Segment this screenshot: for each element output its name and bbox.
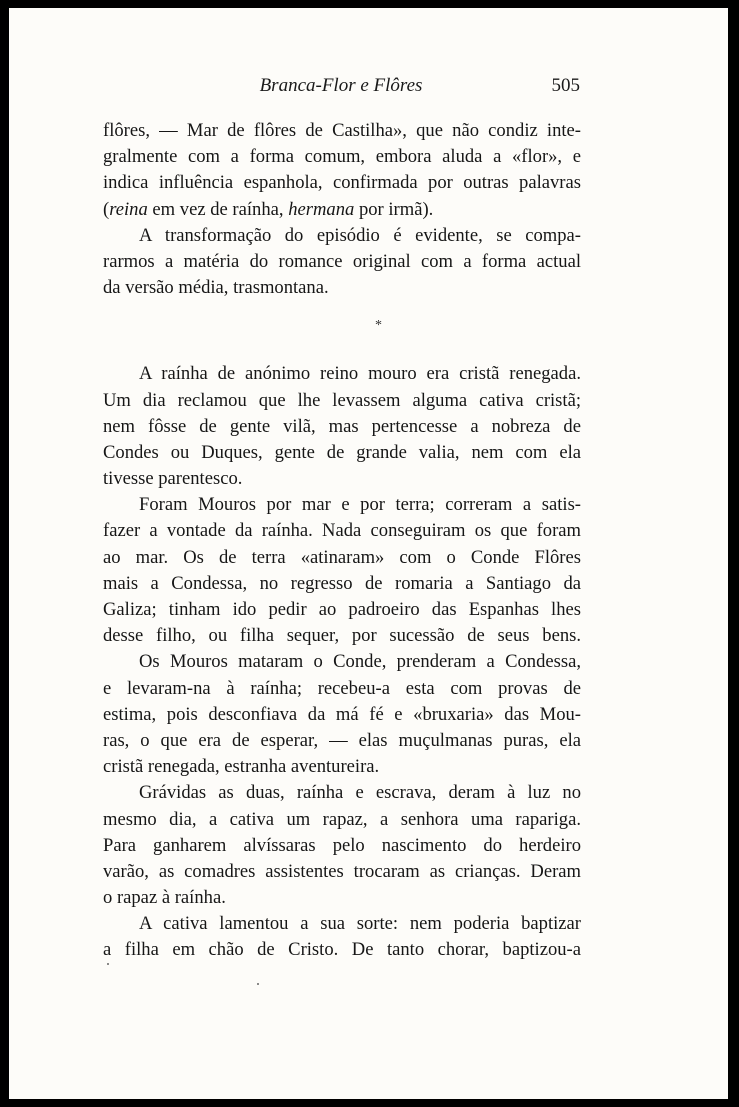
text-line: flôres, — Mar de flôres de Castilha», que não condiz inte- [103, 120, 581, 141]
text-line: mais a Condessa, no regresso de romaria a Santiago da [103, 572, 581, 594]
text-line-with-italics [103, 197, 581, 223]
text-fragment: em vez de raínha, [147, 198, 289, 220]
text-line: cristã renegada, estranha aventureira. [103, 756, 380, 778]
text-line: Um dia reclamou que lhe levassem alguma cativa cristã; [103, 389, 581, 411]
text-line: A transformação do episódio é evidente, se compa- [139, 224, 581, 246]
text-line: a filha em chão de Cristo. De tanto chorar, baptizou-a [103, 939, 581, 961]
text-line: Grávidas as duas, raínha e escrava, deram à luz no [139, 782, 581, 804]
section-separator: * [375, 318, 382, 333]
text-line: o rapaz à raínha. [103, 887, 226, 909]
text-line: ao mar. Os de terra «atinaram» com o Conde Flôres [103, 546, 581, 568]
italic-word-reina: reina [109, 198, 148, 220]
text-line: Foram Mouros por mar e por terra; correram a satis- [139, 494, 581, 516]
text-line: Para ganharem alvíssaras pelo nascimento do herdeiro [103, 834, 581, 856]
text-line: varão, as comadres assistentes trocaram as crianças. Deram [103, 860, 581, 882]
text-line: desse filho, ou filha sequer, por sucessão de seus bens. [103, 625, 581, 647]
text-line: A cativa lamentou a sua sorte: nem poderia baptizar [139, 913, 581, 935]
italic-word-hermana: hermana [288, 198, 355, 220]
text-line: estima, pois desconfiava da má fé e «bruxaria» das Mou- [103, 703, 581, 725]
text-line: da versão média, trasmontana. [103, 277, 329, 299]
book-page [9, 8, 728, 1099]
text-line: mesmo dia, a cativa um rapaz, a senhora uma rapariga. [103, 808, 581, 830]
page-header [102, 71, 580, 101]
text-line: Galiza; tinham ido pedir ao padroeiro das Espanhas lhes [103, 599, 581, 620]
paper-speck [257, 983, 259, 985]
body-text [103, 118, 581, 964]
text-line: Condes ou Duques, gente de grande valia, nem com ela [103, 441, 581, 463]
text-line: gralmente com a forma comum, embora aluda a «flor», e [103, 146, 581, 168]
text-line: A raínha de anónimo reino mouro era cristã renegada. [139, 363, 581, 385]
page-number: 505 [551, 75, 580, 96]
text-line: e levaram-na à raínha; recebeu-a esta com provas de [103, 677, 581, 699]
text-line: Os Mouros mataram o Conde, prenderam a Condessa, [139, 651, 581, 673]
text-fragment: por irmã). [354, 198, 434, 220]
text-line: rarmos a matéria do romance original com a forma actual [103, 250, 581, 272]
text-line: indica influência espanhola, confirmada por outras palavras [103, 172, 581, 194]
text-line: ras, o que era de esperar, — elas muçulmanas puras, ela [103, 729, 581, 751]
paper-speck [107, 963, 109, 965]
running-title: Branca-Flor e Flôres [259, 75, 423, 96]
text-line: fazer a vontade da raínha. Nada conseguiram os que foram [103, 520, 581, 542]
text-line: nem fôsse de gente vilã, mas pertencesse a nobreza de [103, 415, 581, 437]
text-line: tivesse parentesco. [103, 468, 243, 490]
text-fragment: ( [103, 198, 110, 220]
